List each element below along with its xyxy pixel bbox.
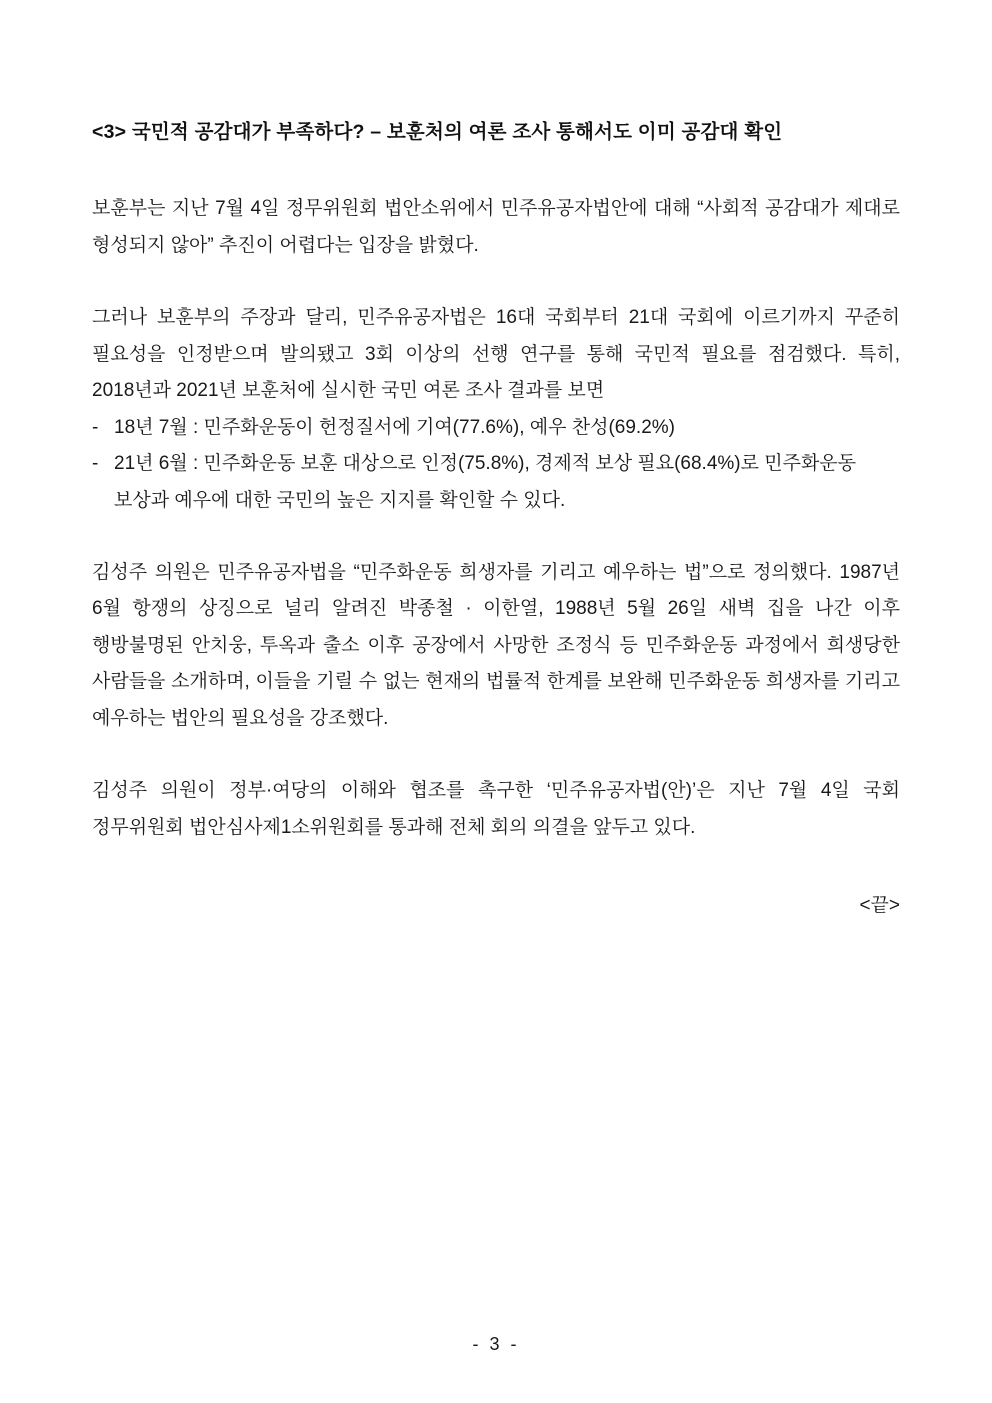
spacer <box>92 737 900 773</box>
paragraph-1: 보훈부는 지난 7월 4일 정무위원회 법안소위에서 민주유공자법안에 대해 “사회적 공감대가 제대로 형성되지 않아” 추진이 어렵다는 입장을 밝혔다. <box>92 198 900 256</box>
paragraph-3: 김성주 의원은 민주유공자법을 “민주화운동 희생자를 기리고 예우하는 법”으로 정의했다. 1987년 6월 항쟁의 상징으로 널리 알려진 박종철 · 이한열, 1988년 5월 26일 새벽 집을 나간 이후 행방불명된 안치웅, 투옥과 출소 이후 공장에서 사망한 조정식 등 민주화운동 과정에서 희생당한 사람들을 소개하며, 이들을 기릴 수 없는 현재의 법률적 한계를 보완해 민주화운동 희생자를 기리고 예우하는 법안의 필요성을 강조했다. <box>92 562 900 729</box>
paragraph-2: 그러나 보훈부의 주장과 달리, 민주유공자법은 16대 국회부터 21대 국회에 이르기까지 꾸준히 필요성을 인정받으며 발의됐고 3회 이상의 선행 연구를 통해 국민적 필요를 점검했다. 특히, 2018년과 2021년 보훈처에 실시한 국민 여론 조사 결과를 보면 <box>92 307 900 402</box>
paragraph-4: 김성주 의원이 정부·여당의 이해와 협조를 촉구한 ‘민주유공자법(안)’은 지난 7월 4일 국회 정무위원회 법안심사제1소위원회를 통과해 전체 회의 의결을 앞두고 있다. <box>92 780 900 838</box>
bullet-dash-icon: - <box>92 416 99 438</box>
list-item-label: 21년 6월 : 민주화운동 보훈 대상으로 인정(75.8%), 경제적 보상 필요(68.4%)로 민주화운동 보상과 예우에 대한 국민의 높은 지지를 확인할 수 있다. <box>114 453 857 511</box>
spacer <box>92 519 900 555</box>
page-number: - 3 - <box>472 1334 520 1354</box>
document-body <box>92 118 900 917</box>
bullet-dash-icon: - <box>92 453 99 475</box>
list-item-label: 18년 7월 : 민주화운동이 헌정질서에 기여(77.6%), 예우 찬성(69.2%) <box>114 416 675 438</box>
spacer <box>92 264 900 300</box>
end-mark: <끝> <box>859 895 900 917</box>
page-title: <3> 국민적 공감대가 부족하다? – 보훈처의 여론 조사 통해서도 이미 공감대 확인 <box>92 121 783 143</box>
list-item <box>92 446 900 519</box>
list-item <box>92 410 900 446</box>
spacer <box>92 846 900 890</box>
survey-results-list <box>92 410 900 519</box>
spacer <box>92 147 900 191</box>
